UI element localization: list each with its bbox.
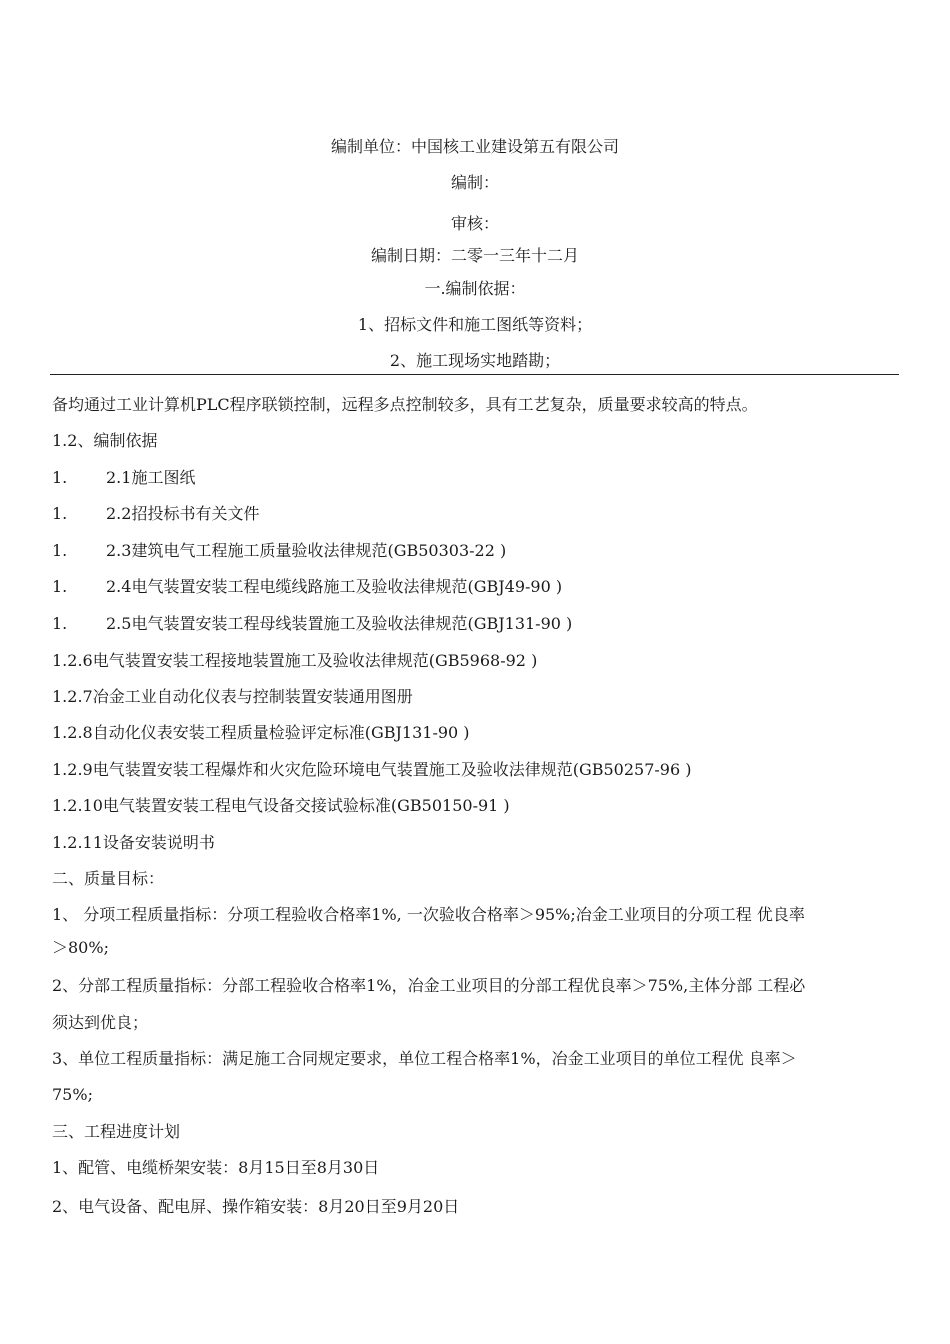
intro-paragraph: 备均通过工业计算机PLC程序联锁控制，远程多点控制较多，具有工艺复杂，质量要求较高的特点。: [52, 395, 758, 414]
schedule-item-2: 2、电气设备、配电屏、操作箱安装：8月20日至9月20日: [52, 1197, 460, 1216]
list-item-text: 2.3建筑电气工程施工质量验收法律规范(GB50303-22 ): [106, 541, 507, 560]
quality-heading: 二、质量目标：: [52, 869, 165, 888]
horizontal-divider: [50, 374, 899, 375]
list-item-text: 2.2招投标书有关文件: [106, 504, 260, 523]
list-item-1-2-6: 1.2.6电气装置安装工程接地装置施工及验收法律规范(GB5968-92 ): [52, 651, 538, 670]
list-item-number: 1.: [52, 614, 68, 633]
list-item: [52, 503, 259, 525]
list-item: [52, 576, 562, 598]
compile-date: 编制日期：二零一三年十二月: [370, 246, 579, 265]
list-item: [52, 467, 195, 489]
schedule-item-1: 1、配管、电缆桥架安装：8月15日至8月30日: [52, 1158, 380, 1177]
list-item-number: 1.: [52, 577, 68, 596]
list-item-number: 1.: [52, 504, 68, 523]
section-heading-1-2: 1.2、编制依据: [52, 431, 158, 450]
quality-item-3-line-2: 75%;: [52, 1085, 93, 1104]
quality-item-2-line-2: 须达到优良；: [52, 1013, 149, 1032]
quality-item-2-line-1: 2、分部工程质量指标：分部工程验收合格率1%，冶金工业项目的分部工程优良率＞75%,主体分部 工程必: [52, 976, 806, 995]
list-item: [52, 540, 506, 562]
reviewer-label: 审核：: [450, 214, 499, 233]
basis-item-2: 2、施工现场实地踏勘；: [389, 351, 561, 370]
list-item-text: 2.5电气装置安装工程母线装置施工及验收法律规范(GBJ131-90 ): [106, 614, 573, 633]
quality-item-1-line-2: ＞80%;: [52, 938, 109, 957]
compiling-unit: 编制单位：中国核工业建设第五有限公司: [330, 137, 619, 156]
list-item-1-2-11: 1.2.11设备安装说明书: [52, 833, 215, 852]
quality-item-1-line-1: 1、 分项工程质量指标：分项工程验收合格率1%, 一次验收合格率＞95%;冶金工业项目的分项工程 优良率: [52, 905, 805, 924]
list-item-number: 1.: [52, 468, 68, 487]
schedule-heading: 三、工程进度计划: [52, 1122, 181, 1141]
list-item-1-2-9: 1.2.9电气装置安装工程爆炸和火灾危险环境电气装置施工及验收法律规范(GB50257-96 ): [52, 760, 692, 779]
list-item-1-2-8: 1.2.8自动化仪表安装工程质量检验评定标准(GBJ131-90 ): [52, 723, 470, 742]
quality-item-3-line-1: 3、单位工程质量指标：满足施工合同规定要求，单位工程合格率1%，冶金工业项目的单位工程优 良率＞: [52, 1049, 797, 1068]
compiler-label: 编制：: [450, 173, 499, 192]
list-item-number: 1.: [52, 541, 68, 560]
basis-item-1: 1、招标文件和施工图纸等资料；: [357, 315, 593, 334]
list-item-text: 2.1施工图纸: [106, 468, 196, 487]
list-item-1-2-7: 1.2.7冶金工业自动化仪表与控制装置安装通用图册: [52, 687, 413, 706]
list-item-text: 2.4电气装置安装工程电缆线路施工及验收法律规范(GBJ49-90 ): [106, 577, 563, 596]
list-item-1-2-10: 1.2.10电气装置安装工程电气设备交接试验标准(GB50150-91 ): [52, 796, 510, 815]
list-item: [52, 613, 572, 635]
basis-heading: 一.编制依据：: [424, 279, 526, 298]
